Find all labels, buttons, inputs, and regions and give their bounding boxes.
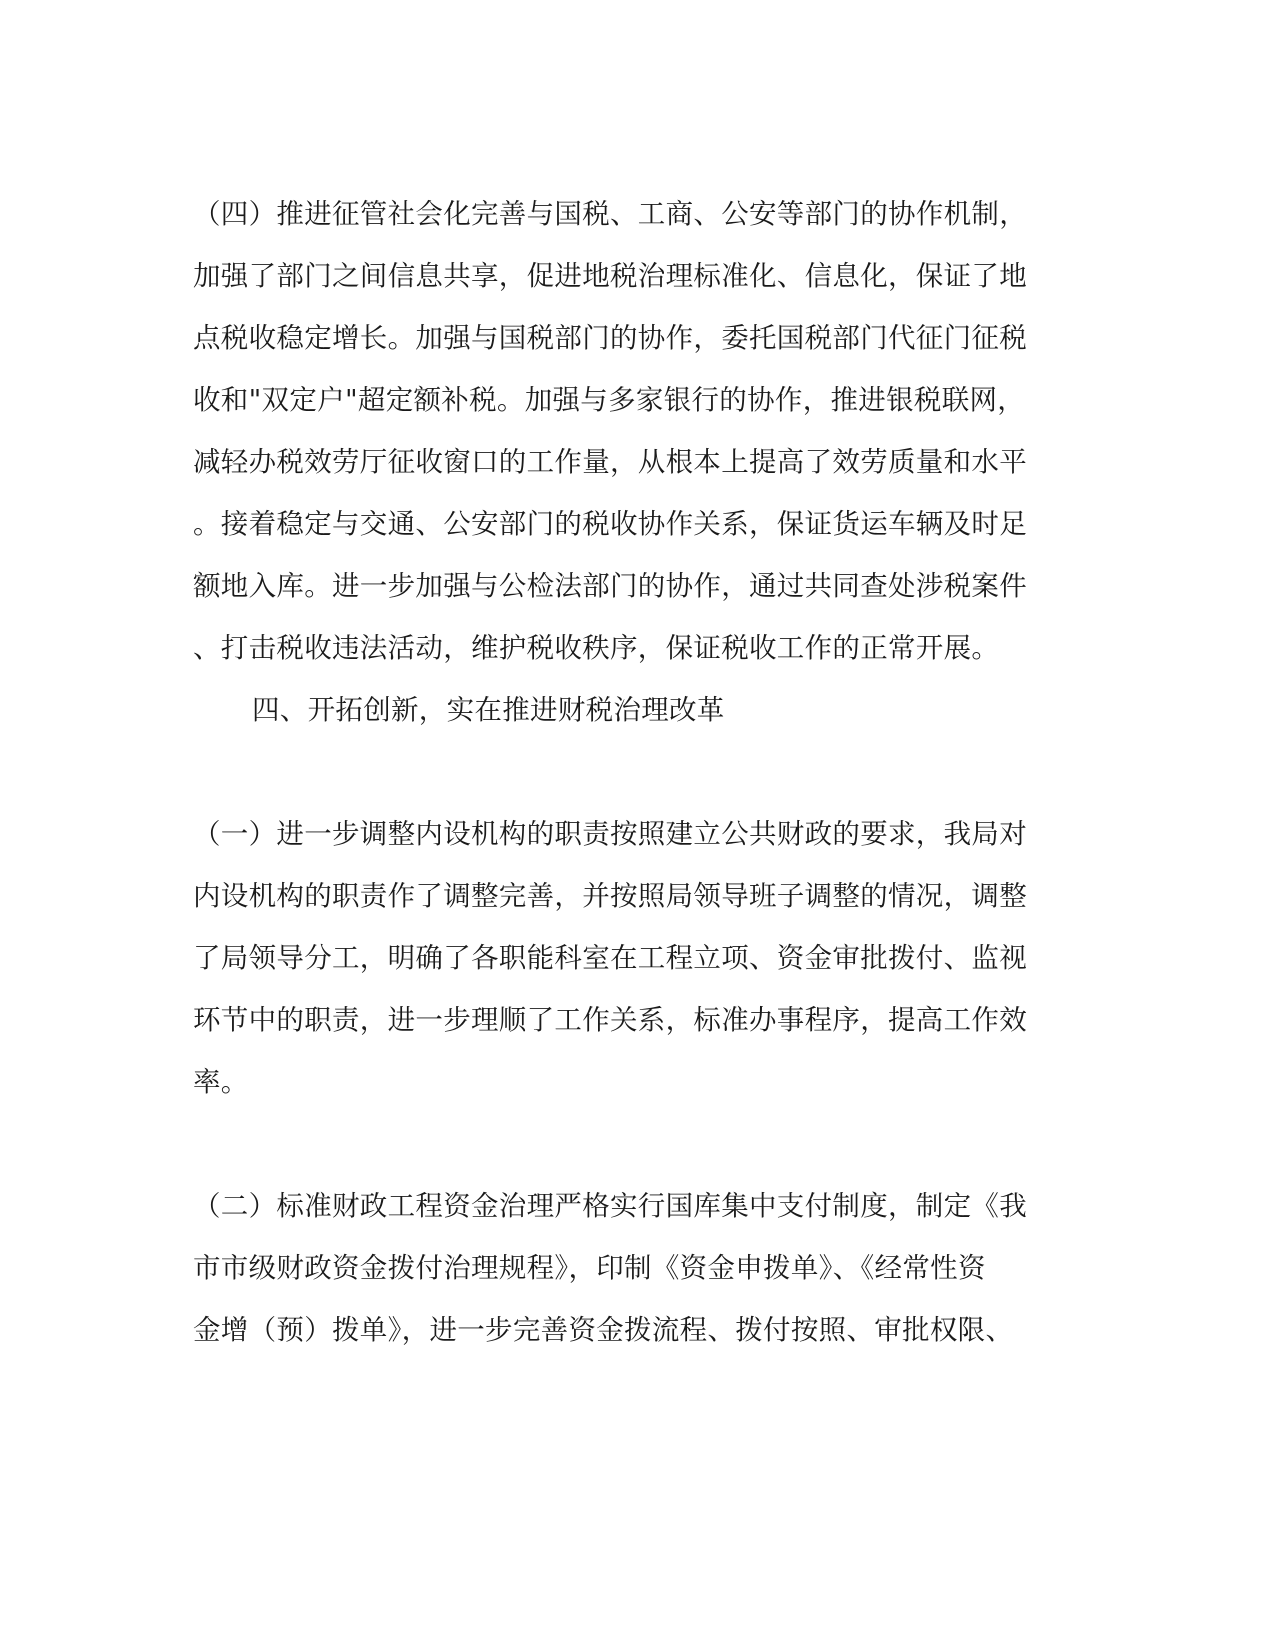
paragraph-line: 率。 bbox=[193, 1066, 249, 1098]
paragraph-line: 。接着稳定与交通、公安部门的税收协作关系，保证货运车辆及时足 bbox=[193, 508, 1027, 540]
paragraph-line: 市市级财政资金拨付治理规程》，印制《资金申拨单》、《经常性资 bbox=[193, 1252, 986, 1284]
paragraph-line: （一）进一步调整内设机构的职责按照建立公共财政的要求，我局对 bbox=[193, 818, 1027, 850]
paragraph-line: （四）推进征管社会化完善与国税、工商、公安等部门的协作机制， bbox=[193, 198, 1027, 230]
paragraph-line: （二）标准财政工程资金治理严格实行国库集中支付制度，制定《我 bbox=[193, 1190, 1027, 1222]
paragraph-line: 额地入库。进一步加强与公检法部门的协作，通过共同查处涉税案件 bbox=[193, 570, 1027, 602]
section-heading: 四、开拓创新，实在推进财税治理改革 bbox=[252, 694, 725, 726]
paragraph-line: 加强了部门之间信息共享，促进地税治理标准化、信息化，保证了地 bbox=[193, 260, 1027, 292]
paragraph-line: 收和"双定户"超定额补税。加强与多家银行的协作，推进银税联网， bbox=[193, 384, 1026, 416]
paragraph-line: 环节中的职责，进一步理顺了工作关系，标准办事程序，提高工作效 bbox=[193, 1004, 1027, 1036]
paragraph-line: 减轻办税效劳厅征收窗口的工作量，从根本上提高了效劳质量和水平 bbox=[193, 446, 1027, 478]
paragraph-line: 、打击税收违法活动，维护税收秩序，保证税收工作的正常开展。 bbox=[193, 632, 1000, 664]
paragraph-line: 金增（预）拨单》，进一步完善资金拨流程、拨付按照、审批权限、 bbox=[193, 1314, 1014, 1346]
paragraph-line: 内设机构的职责作了调整完善，并按照局领导班子调整的情况，调整 bbox=[193, 880, 1027, 912]
paragraph-line: 了局领导分工，明确了各职能科室在工程立项、资金审批拨付、监视 bbox=[193, 942, 1027, 974]
paragraph-line: 点税收稳定增长。加强与国税部门的协作，委托国税部门代征门征税 bbox=[193, 322, 1027, 354]
